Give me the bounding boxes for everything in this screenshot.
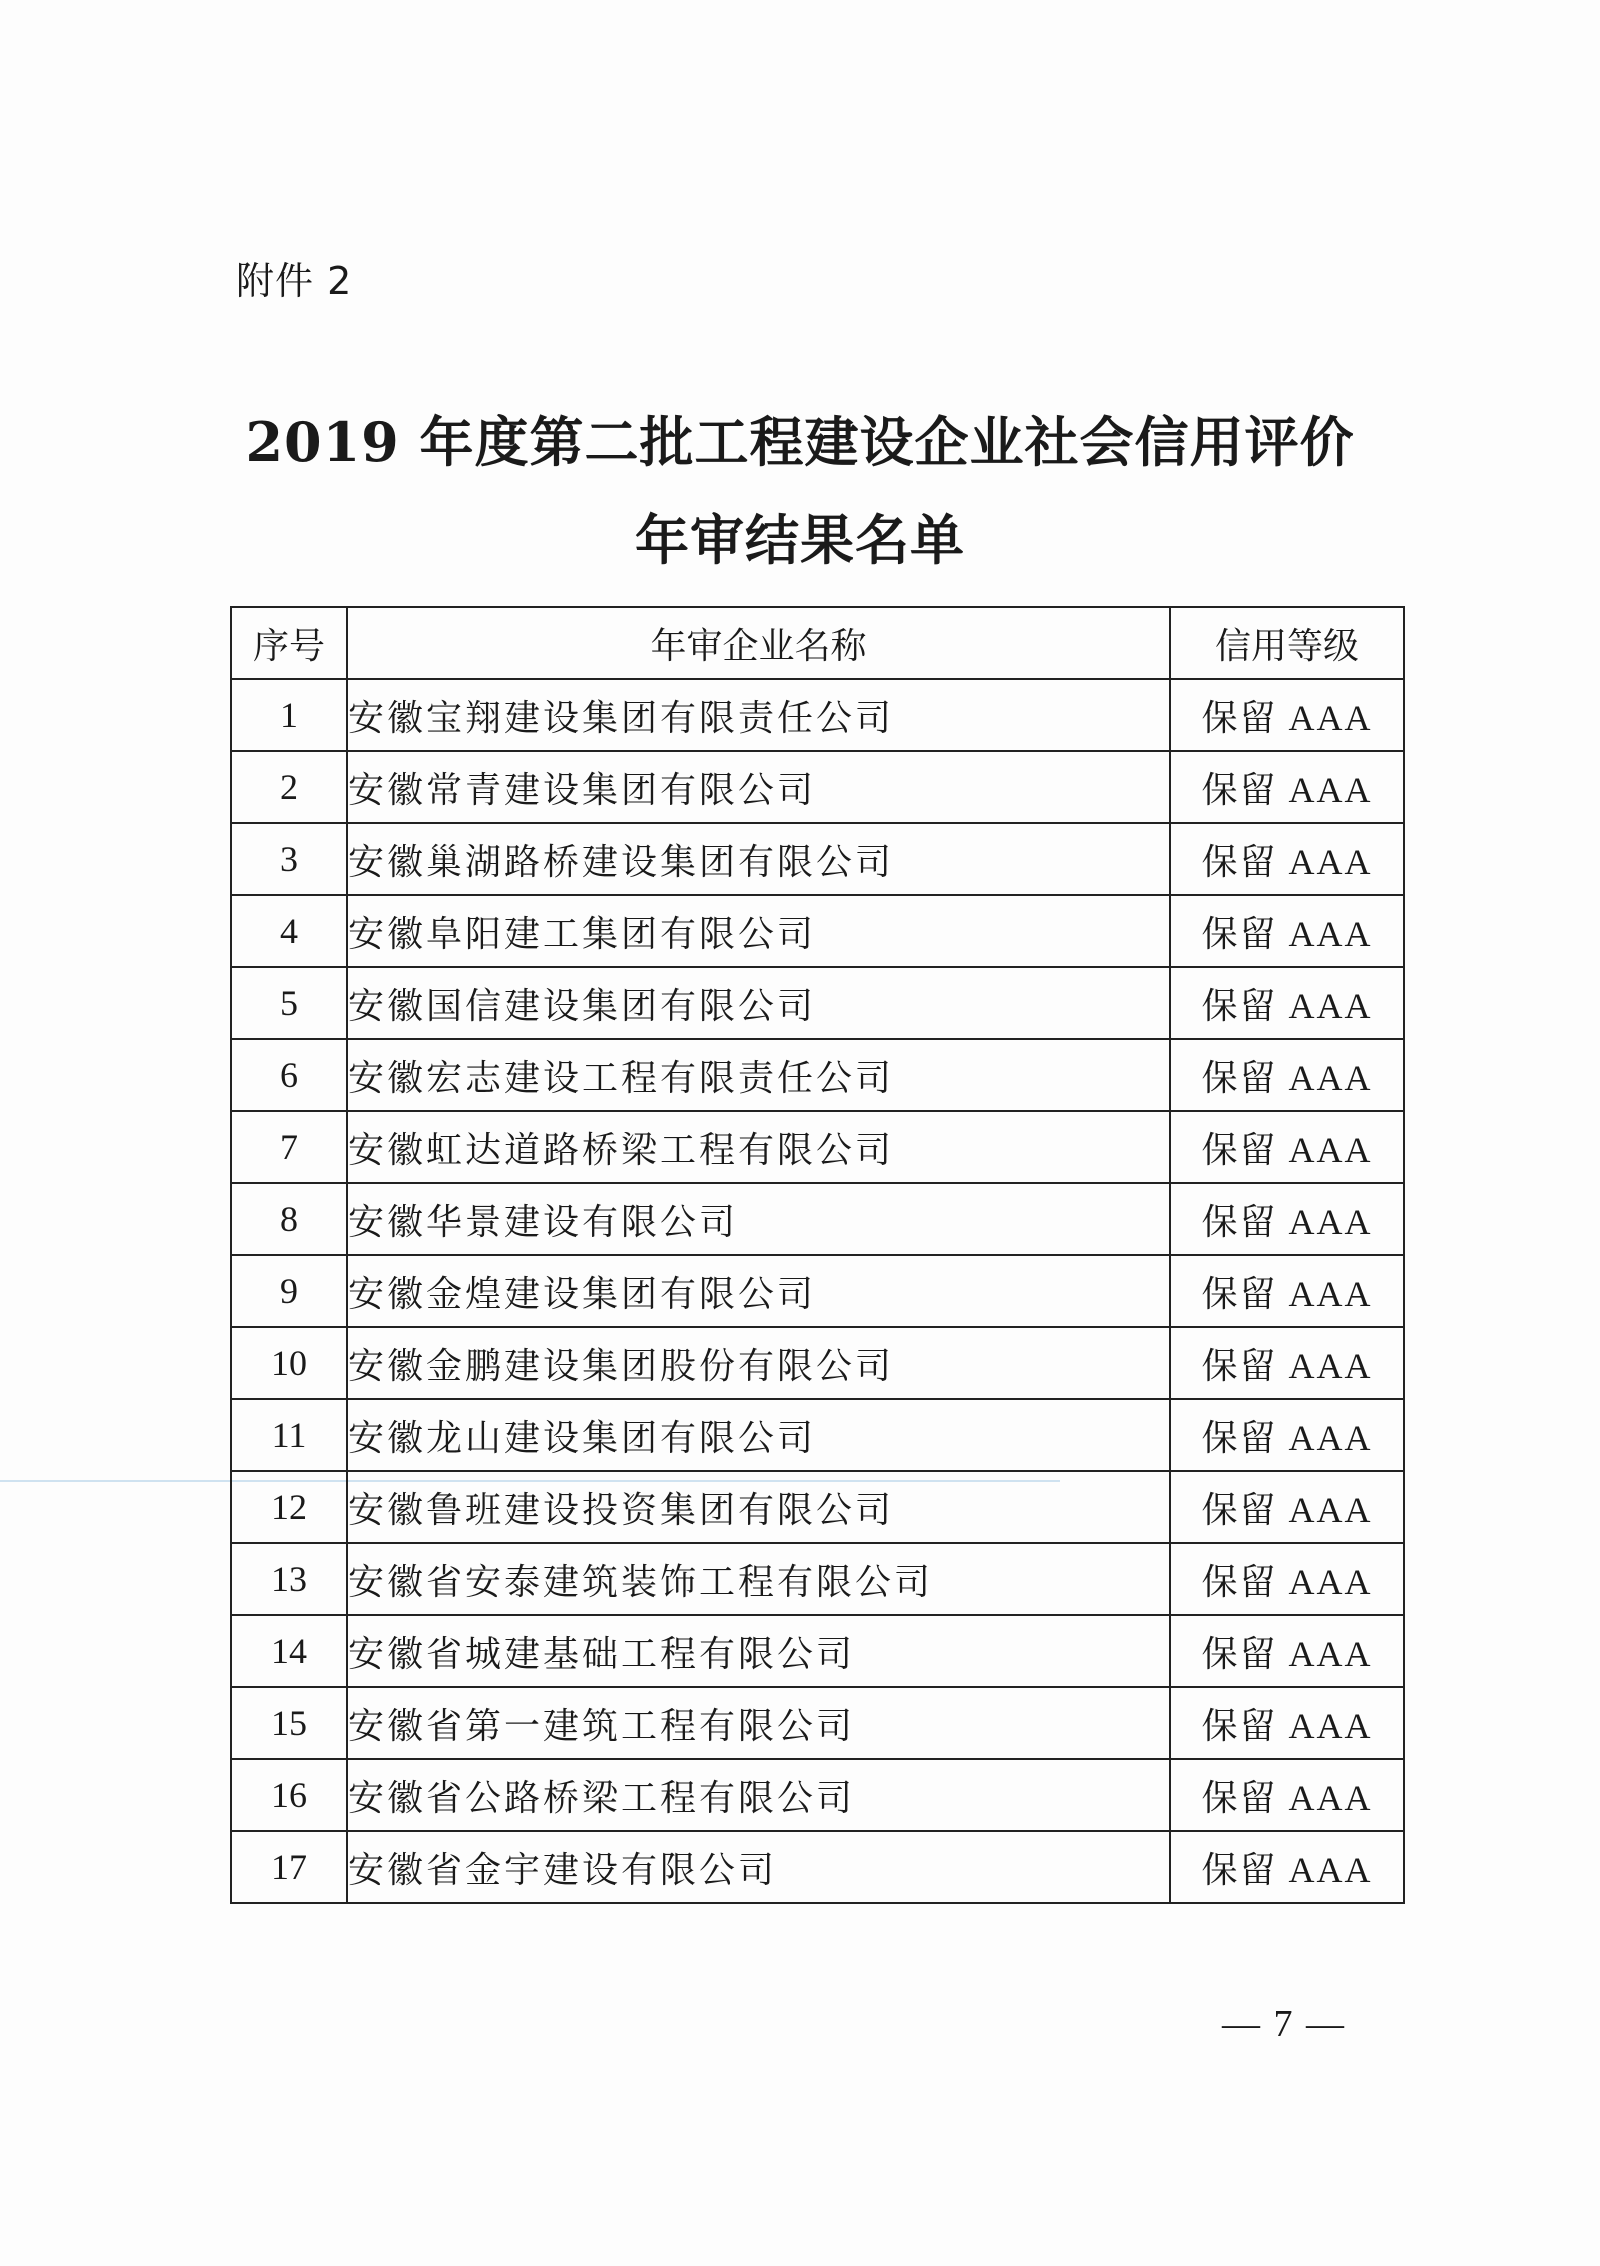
cell-credit-level: 保留 AAA: [1170, 1543, 1404, 1615]
column-header-name: 年审企业名称: [347, 607, 1170, 679]
cell-serial-number: 3: [231, 823, 347, 895]
cell-company-name: 安徽国信建设集团有限公司: [347, 967, 1170, 1039]
cell-company-name: 安徽巢湖路桥建设集团有限公司: [347, 823, 1170, 895]
table-row: [231, 679, 1404, 751]
cell-company-name: 安徽金煌建设集团有限公司: [347, 1255, 1170, 1327]
cell-serial-number: 8: [231, 1183, 347, 1255]
table-row: [231, 1111, 1404, 1183]
table-row: [231, 1615, 1404, 1687]
cell-credit-level: 保留 AAA: [1170, 679, 1404, 751]
cell-credit-level: 保留 AAA: [1170, 895, 1404, 967]
cell-serial-number: 14: [231, 1615, 347, 1687]
cell-serial-number: 16: [231, 1759, 347, 1831]
cell-credit-level: 保留 AAA: [1170, 1399, 1404, 1471]
column-header-level: 信用等级: [1170, 607, 1404, 679]
cell-serial-number: 6: [231, 1039, 347, 1111]
cell-credit-level: 保留 AAA: [1170, 1111, 1404, 1183]
cell-serial-number: 10: [231, 1327, 347, 1399]
cell-serial-number: 4: [231, 895, 347, 967]
table-row: [231, 1255, 1404, 1327]
cell-credit-level: 保留 AAA: [1170, 1183, 1404, 1255]
cell-serial-number: 2: [231, 751, 347, 823]
results-table: [230, 606, 1405, 1904]
cell-serial-number: 11: [231, 1399, 347, 1471]
cell-serial-number: 1: [231, 679, 347, 751]
cell-serial-number: 13: [231, 1543, 347, 1615]
cell-serial-number: 7: [231, 1111, 347, 1183]
cell-serial-number: 9: [231, 1255, 347, 1327]
table-row: [231, 1183, 1404, 1255]
cell-company-name: 安徽省金宇建设有限公司: [347, 1831, 1170, 1903]
page-number: — 7 —: [1222, 2003, 1346, 2045]
cell-credit-level: 保留 AAA: [1170, 751, 1404, 823]
cell-company-name: 安徽省第一建筑工程有限公司: [347, 1687, 1170, 1759]
cell-credit-level: 保留 AAA: [1170, 1471, 1404, 1543]
cell-credit-level: 保留 AAA: [1170, 1327, 1404, 1399]
cell-company-name: 安徽华景建设有限公司: [347, 1183, 1170, 1255]
cell-credit-level: 保留 AAA: [1170, 1039, 1404, 1111]
cell-company-name: 安徽鲁班建设投资集团有限公司: [347, 1471, 1170, 1543]
cell-credit-level: 保留 AAA: [1170, 1255, 1404, 1327]
cell-serial-number: 5: [231, 967, 347, 1039]
cell-company-name: 安徽虹达道路桥梁工程有限公司: [347, 1111, 1170, 1183]
cell-company-name: 安徽省城建基础工程有限公司: [347, 1615, 1170, 1687]
cell-serial-number: 12: [231, 1471, 347, 1543]
table-row: [231, 1039, 1404, 1111]
cell-credit-level: 保留 AAA: [1170, 967, 1404, 1039]
attachment-label: 附件 2: [236, 259, 353, 303]
cell-serial-number: 15: [231, 1687, 347, 1759]
table-header-row: [231, 607, 1404, 679]
table-row: [231, 1327, 1404, 1399]
cell-company-name: 安徽龙山建设集团有限公司: [347, 1399, 1170, 1471]
cell-credit-level: 保留 AAA: [1170, 1615, 1404, 1687]
column-header-no: 序号: [231, 607, 347, 679]
table-body: [231, 679, 1404, 1903]
table-row: [231, 1687, 1404, 1759]
table-row: [231, 1471, 1404, 1543]
table-row: [231, 1399, 1404, 1471]
cell-serial-number: 17: [231, 1831, 347, 1903]
table-row: [231, 1543, 1404, 1615]
table-row: [231, 967, 1404, 1039]
cell-credit-level: 保留 AAA: [1170, 823, 1404, 895]
cell-company-name: 安徽阜阳建工集团有限公司: [347, 895, 1170, 967]
cell-credit-level: 保留 AAA: [1170, 1831, 1404, 1903]
cell-company-name: 安徽宝翔建设集团有限责任公司: [347, 679, 1170, 751]
cell-company-name: 安徽常青建设集团有限公司: [347, 751, 1170, 823]
cell-company-name: 安徽省公路桥梁工程有限公司: [347, 1759, 1170, 1831]
cell-credit-level: 保留 AAA: [1170, 1759, 1404, 1831]
cell-company-name: 安徽金鹏建设集团股份有限公司: [347, 1327, 1170, 1399]
document-title: 2019 年度第二批工程建设企业社会信用评价: [245, 410, 1355, 474]
table-row: [231, 751, 1404, 823]
cell-credit-level: 保留 AAA: [1170, 1687, 1404, 1759]
cell-company-name: 安徽宏志建设工程有限责任公司: [347, 1039, 1170, 1111]
table-row: [231, 895, 1404, 967]
table-row: [231, 823, 1404, 895]
cell-company-name: 安徽省安泰建筑装饰工程有限公司: [347, 1543, 1170, 1615]
table-row: [231, 1759, 1404, 1831]
document-subtitle: 年审结果名单: [635, 508, 965, 572]
table-row: [231, 1831, 1404, 1903]
